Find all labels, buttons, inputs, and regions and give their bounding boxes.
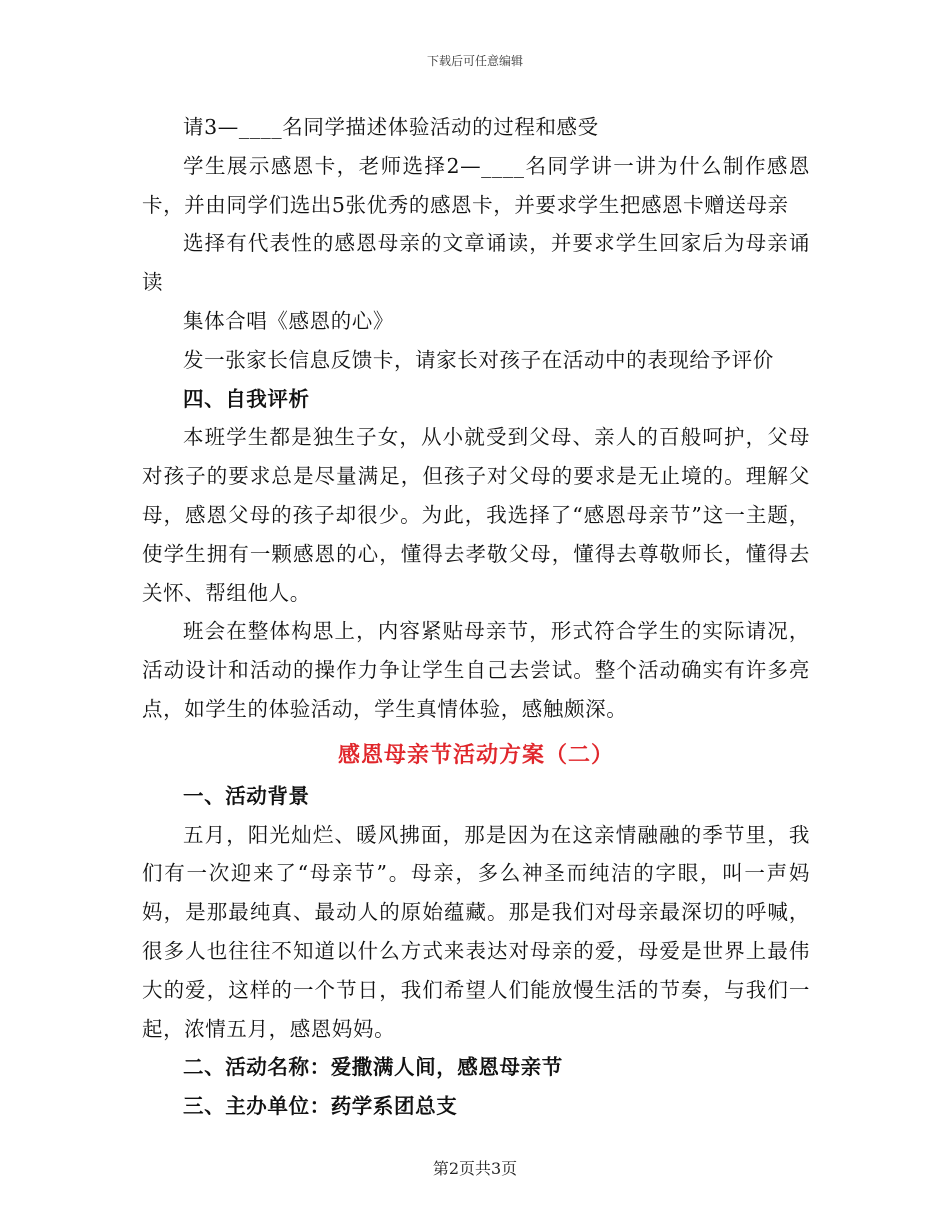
section-heading-organizer: 三、主办单位：药学系团总支 [183, 1094, 458, 1119]
paragraph: 选择有代表性的感恩母亲的文章诵读，并要求学生回家后为母亲诵读 [142, 231, 810, 295]
section-heading-activity-name: 二、活动名称：爱撒满人间，感恩母亲节 [183, 1055, 563, 1080]
paragraph: 本班学生都是独生子女，从小就受到父母、亲人的百般呵护，父母对孩子的要求总是尽量满足，但孩子对父母的要求是无止境的。理解父母，感恩父母的孩子却很少。为此，我选择了“感恩母亲节”这一主题，使学生拥有一颗感恩的心，懂得去孝敬父母，懂得去尊敬师长，懂得去关怀、帮组他人。 [142, 425, 810, 605]
paragraph: 集体合唱《感恩的心》 [183, 308, 394, 333]
paragraph: 请3—____名同学描述体验活动的过程和感受 [183, 115, 599, 139]
section-heading-self-evaluation: 四、自我评析 [183, 386, 310, 411]
paragraph: 发一张家长信息反馈卡，请家长对孩子在活动中的表现给予评价 [183, 347, 774, 372]
document-body [142, 108, 810, 1126]
plan-title: 感恩母亲节活动方案（二） [337, 741, 614, 768]
page-number: 第2页共3页 [432, 1159, 518, 1178]
paragraph: 班会在整体构思上，内容紧贴母亲节，形式符合学生的实际请况，活动设计和活动的操作力争让学生自己去尝试。整个活动确实有许多亮点，如学生的体验活动，学生真情体验，感触颇深。 [142, 619, 810, 721]
section-heading-background: 一、活动背景 [183, 783, 310, 808]
paragraph: 学生展示感恩卡，老师选择2—____名同学讲一讲为什么制作感恩卡，并由同学们选出5张优秀的感恩卡，并要求学生把感恩卡赠送母亲 [142, 153, 810, 217]
page-header: 下载后可任意编辑 [426, 54, 523, 68]
paragraph: 五月，阳光灿烂、暖风拂面，那是因为在这亲情融融的季节里，我们有一次迎来了“母亲节”。母亲，多么神圣而纯洁的字眼，叫一声妈妈，是那最纯真、最动人的原始蕴藏。那是我们对母亲最深切的呼喊，很多人也往往不知道以什么方式来表达对母亲的爱，母爱是世界上最伟大的爱，这样的一个节日，我们希望人们能放慢生活的节奏，与我们一起，浓情五月，感恩妈妈。 [142, 822, 810, 1041]
